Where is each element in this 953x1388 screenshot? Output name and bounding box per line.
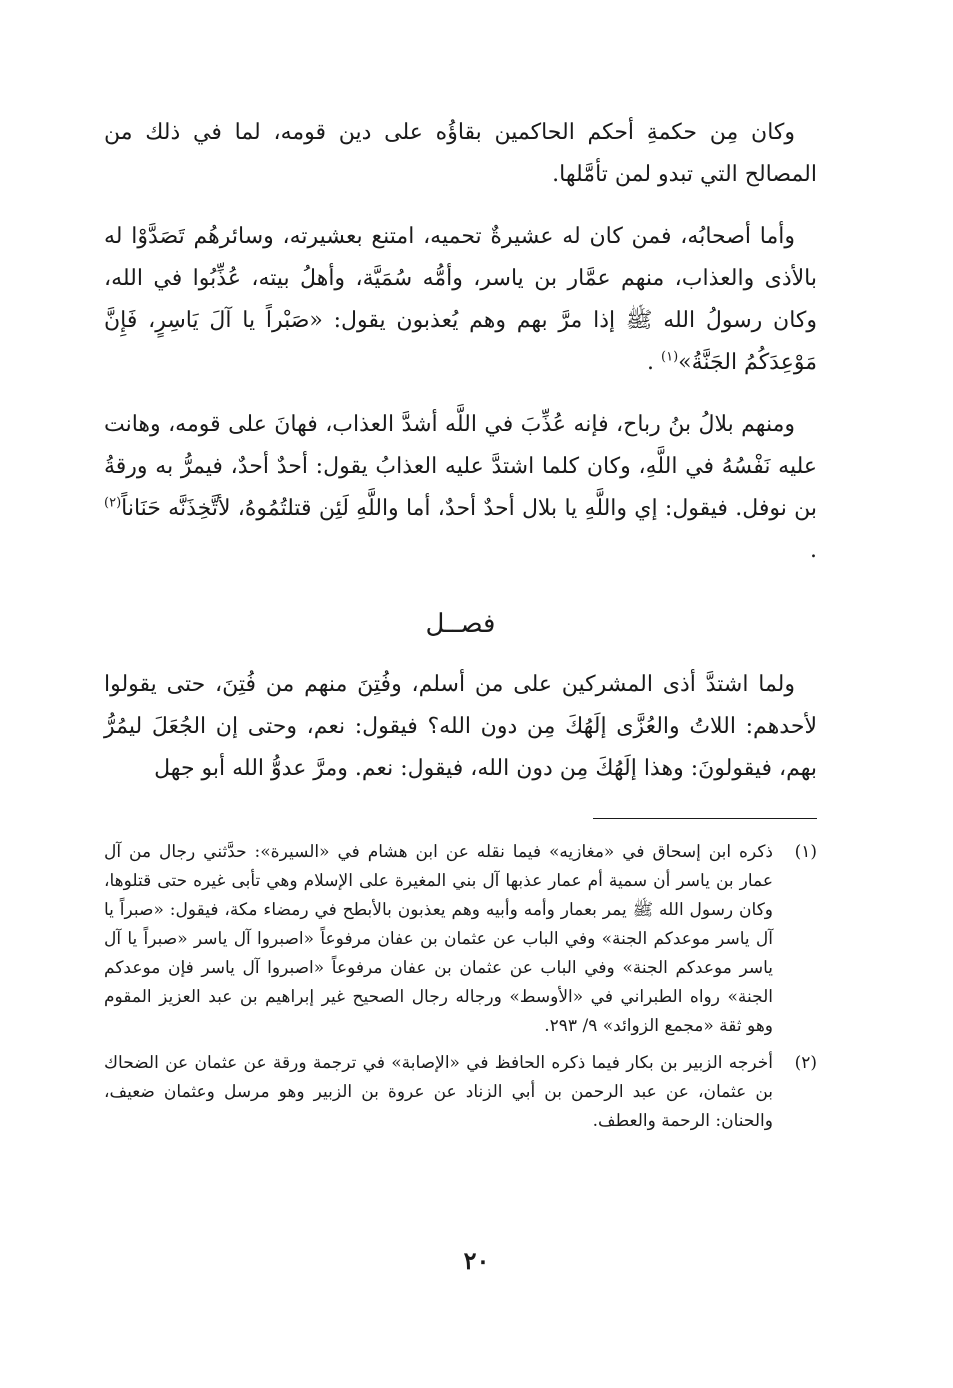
paragraph-2-text: وأما أصحابُه، فمن كان له عشيرةٌ تحميه، امتنع بعشيرته، وسائرهُم تَصَدَّوْا له بالأذى والعذاب، منهم عمَّار بن ياسر، وأمُّه سُمَيَّة، وأهلُ بيته، عُذِّبُوا في الله، وكان رسولُ الله ﷺ إذا مرَّ بهم وهم يُعذبون يقول: «صَبْراً يا آلَ يَاسِرٍ، فَإِنَّ مَوْعِدَكُمُ الجَنَّةُ» [104, 224, 817, 375]
main-text [104, 112, 817, 572]
paragraph-3-period: . [810, 538, 817, 563]
footnote-ref-2[interactable]: (٢) [104, 495, 122, 511]
page-number: ٢٠ [463, 1246, 490, 1275]
footnote-divider [593, 818, 817, 819]
paragraph-3 [104, 404, 817, 572]
section-paragraph [104, 664, 817, 790]
paragraph-1 [104, 112, 817, 196]
paragraph-3-text: ومنهم بلالُ بنُ رباح، فإنه عُذِّبَ في اللَّه أشدَّ العذاب، فهانَ على قومه، وهانت عليه نَفْسُهُ في اللَّهِ، وكان كلما اشتدَّ عليه العذابُ يقول: أحدٌ أحدٌ، فيمرُّ به ورقةُ بن نوفل. فيقول: إي واللَّهِ يا بلال أحدٌ أحدٌ، أما واللَّهِ لَئِن قتلتُمُوهُ، لأتَّخِذَنَّه حَنَاناً [104, 412, 817, 521]
footnote-2-text: أخرجه الزبير بن بكار فيما ذكره الحافظ في «الإصابة» في ترجمة ورقة عن عثمان عن الضحاك بن عثمان، عن عبد الرحمن بن أبي الزناد عن عروة بن الزبير وهو مرسل وعثمان ضعيف، والحنان: الرحمة والعطف. [104, 1053, 773, 1131]
footnotes [104, 838, 817, 1144]
paragraph-2 [104, 216, 817, 384]
footnote-1-number: (١) [794, 842, 817, 862]
footnote-ref-1[interactable]: (١) [661, 349, 679, 365]
section-paragraph-text: ولما اشتدَّ أذى المشركين على من أسلم، وفُتِنَ منهم من فُتِنَ، حتى يقولوا لأحدهم: اللاتُ والعُزَّى إلَهُكَ مِن دون الله؟ فيقول: نعم، وحتى إن الجُعَلَ ليمُرُّ بهم، فيقولونَ: وهذا إلَهُكَ مِن دون الله، فيقول: نعم. ومرَّ عدوُّ الله أبو جهل [104, 672, 817, 781]
section-heading: فصــل [425, 609, 496, 639]
paragraph-1-text: وكان مِن حكمةِ أحكم الحاكمين بقاؤُه على دين قومه، لما في ذلك من المصالح التي تبدو لمن تأمَّلها. [104, 120, 817, 187]
paragraph-2-period: . [647, 350, 655, 375]
footnote-2 [104, 1049, 817, 1136]
footnote-1 [104, 838, 817, 1041]
footnote-1-text: ذكره ابن إسحاق في «مغازيه» فيما نقله عن ابن هشام في «السيرة»: حدَّثني رجال من آل عمار بن ياسر أن سمية أم عمار عذبها آل بني المغيرة على الإسلام وهي تأبى غيره حتى قتلوها، وكان رسول الله ﷺ يمر بعمار وأمه وأبيه وهم يعذبون بالأبطح في رمضاء مكة، فيقول: «صبراً يا آل ياسر موعدكم الجنة» وفي الباب عن عثمان بن عفان مرفوعاً «اصبروا آل ياسر «صبراً يا آل ياسر موعدكم الجنة» وفي الباب عن عثمان بن عفان مرفوعاً «اصبروا آل ياسر فإن موعدكم الجنة» رواه الطبراني في «الأوسط» ورجاله رجال الصحيح غير إبراهيم بن عبد العزيز المقوم وهو ثقة «مجمع الزوائد» ٩/ ٢٩٣. [104, 842, 773, 1036]
footnote-2-number: (٢) [794, 1053, 817, 1073]
